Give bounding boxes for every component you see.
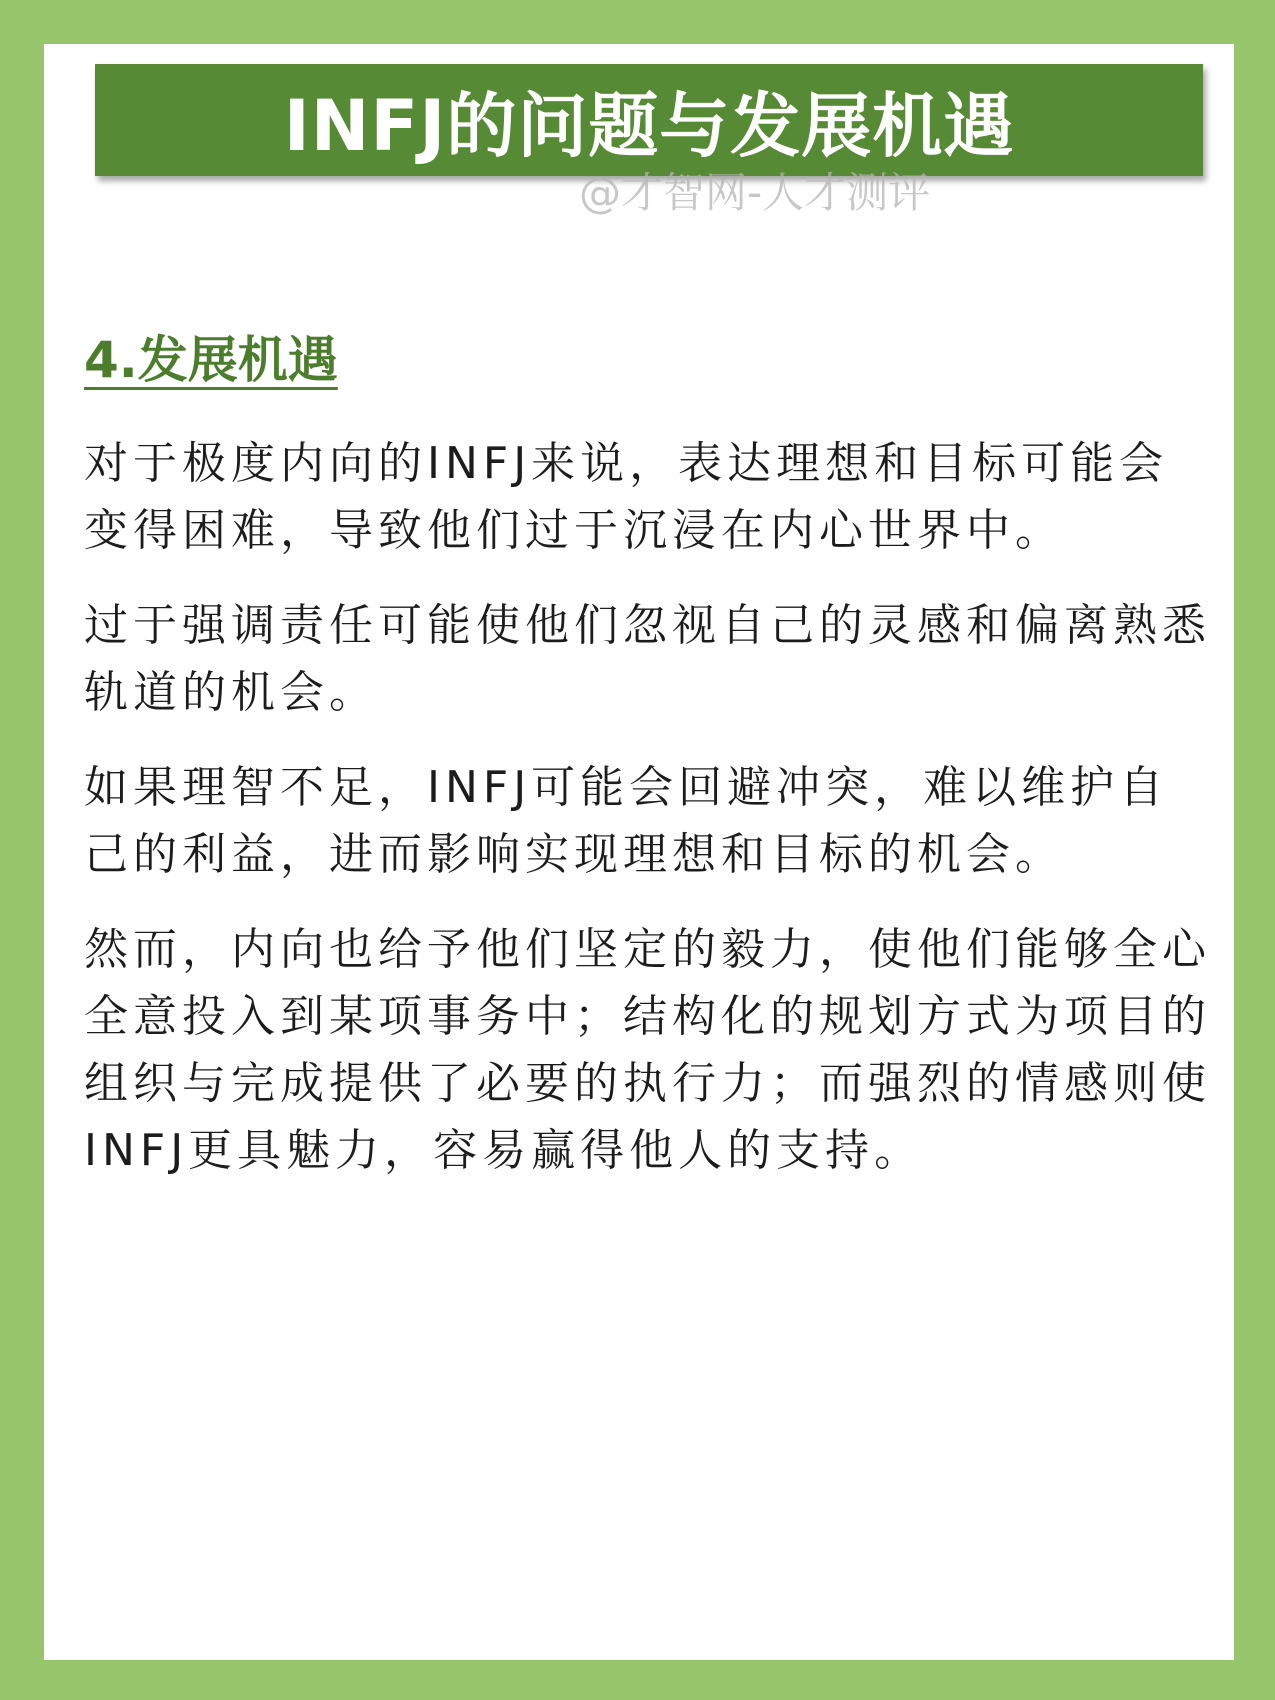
page-title: INFJ的问题与发展机遇 — [283, 84, 1015, 167]
watermark: @才智网-人才测评 — [579, 168, 931, 217]
content-card — [44, 44, 1234, 1660]
body-text — [84, 430, 1214, 1212]
paragraph-3: 如果理智不足，INFJ可能会回避冲突，难以维护自己的利益，进而影响实现理想和目标的机会。 — [84, 762, 1169, 880]
paragraph-4: 然而，内向也给予他们坚定的毅力，使他们能够全心全意投入到某项事务中；结构化的规划方式为项目的组织与完成提供了必要的执行力；而强烈的情感则使INFJ更具魅力，容易赢得他人的支持。 — [84, 924, 1211, 1176]
paragraph-1: 对于极度内向的INFJ来说，表达理想和目标可能会变得困难，导致他们过于沉浸在内心世界中。 — [84, 438, 1169, 556]
paragraph-2: 过于强调责任可能使他们忽视自己的灵感和偏离熟悉轨道的机会。 — [84, 600, 1211, 718]
section-heading: 4.发展机遇 — [84, 331, 338, 389]
